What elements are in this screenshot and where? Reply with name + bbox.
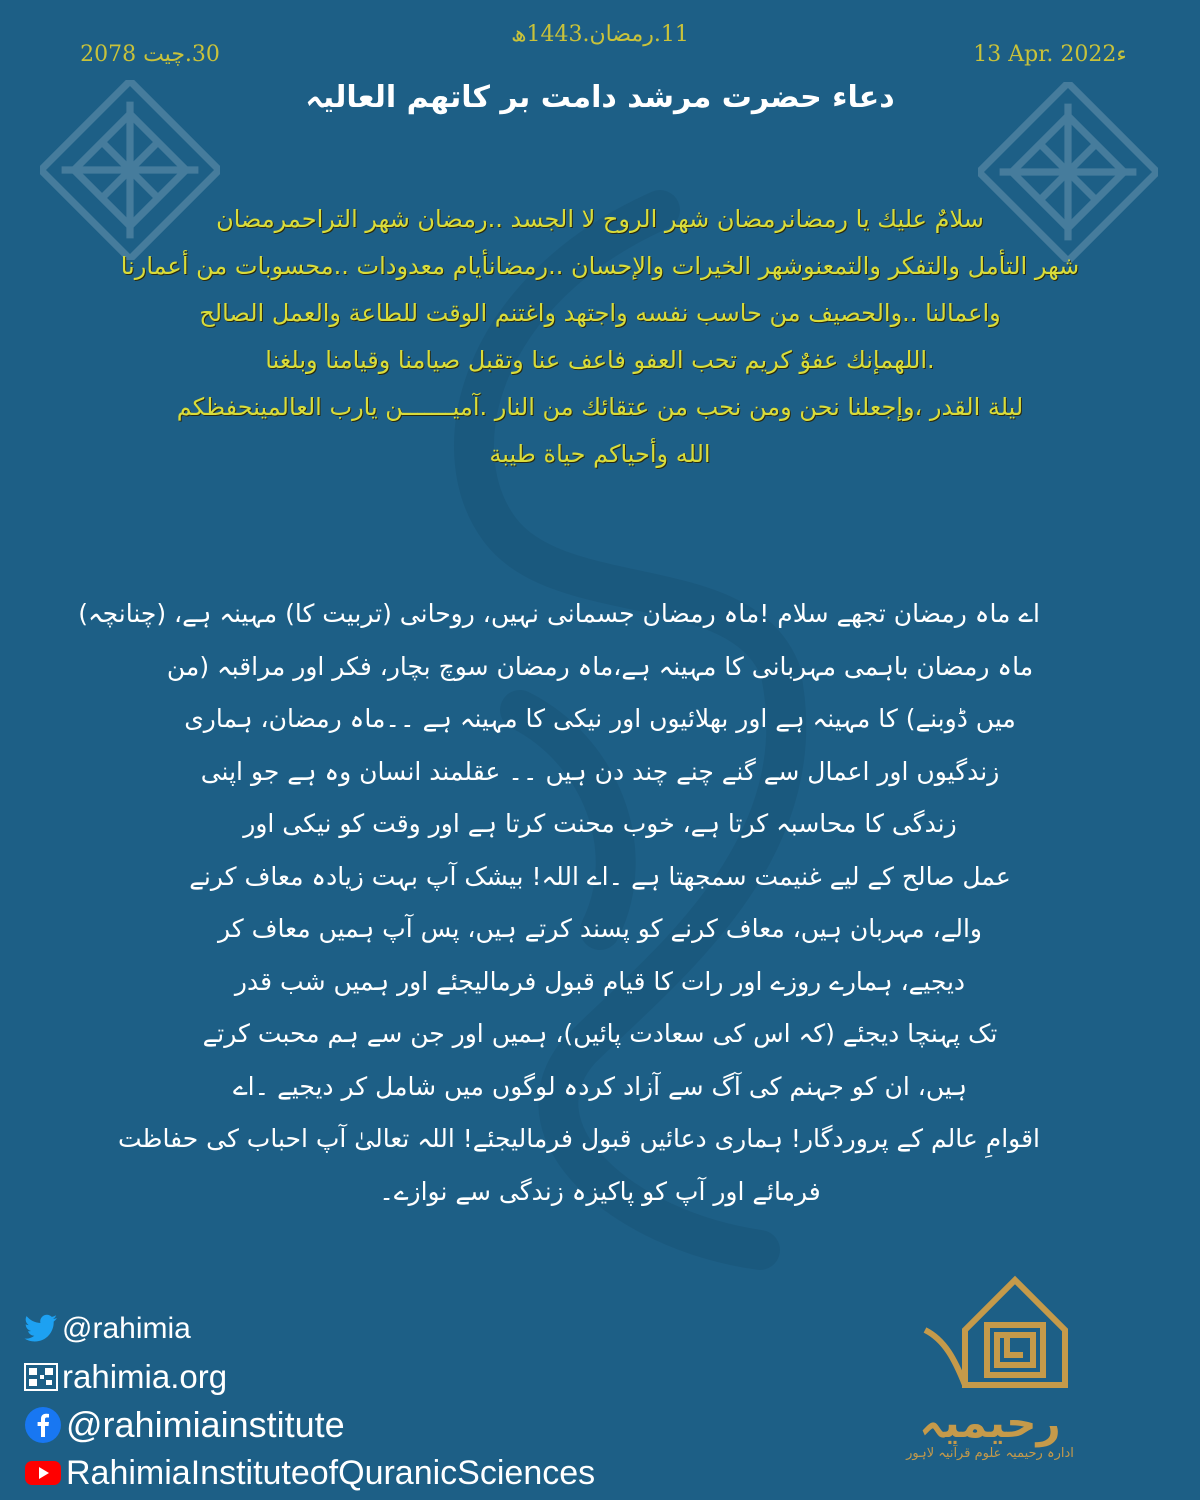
urdu-line: زندگیوں اور اعمال سے گنے چنے چند دن ہیں ۔۔ عقلمند انسان وہ ہے جو اپنی: [200, 756, 1000, 786]
bikrami-date: 30.چیت 2078: [80, 42, 220, 67]
urdu-line: والے، مہربان ہیں، معاف کرنے کو پسند کرتے ہیں، پس آپ ہمیں معاف کر: [217, 914, 982, 943]
arabic-line: سلامٌ عليك يا رمضانرمضان شهر الروح لا الجسد ..رمضان شهر التراحمرمضان: [216, 205, 984, 233]
twitter-handle: @rahimia: [62, 1312, 191, 1345]
urdu-line: تک پہنچا دیجئے (کہ اس کی سعادت پائیں)، ہمیں اور جن سے ہم محبت کرتے: [202, 1019, 998, 1048]
arabic-line: الله وأحياكم حياة طيبة: [489, 440, 711, 468]
urdu-translation: [78, 588, 1040, 1218]
urdu-line: میں ڈوبنے) کا مہینہ ہے اور بھلائیوں اور نیکی کا مہینہ ہے ۔۔ماہ رمضان، ہماری: [184, 704, 1016, 733]
gregorian-date: 13 Apr. 2022ء: [973, 42, 1127, 67]
urdu-line: دیجیے، ہمارے روزے اور رات کا قیام قبول فرمالیجئے اور ہمیں شب قدر: [234, 966, 966, 996]
youtube-icon: [24, 1459, 62, 1487]
arabic-line: ليلة القدر ،وإجعلنا نحن ومن نحب من عتقائك من النار .آميـــــــن يارب العالمينحفظكم: [176, 393, 1024, 421]
page-title: دعاء حضرت مرشد دامت بر کاتھم العالیہ: [305, 80, 895, 115]
urdu-line: ہیں، ان کو جہنم کی آگ سے آزاد کردہ لوگوں میں شامل کر دیجیے ۔اے: [232, 1071, 968, 1101]
twitter-icon: [24, 1314, 58, 1344]
urdu-line: فرمائے اور آپ کو پاکیزہ زندگی سے نوازے۔: [379, 1176, 821, 1206]
website-url: rahimia.org: [62, 1358, 228, 1395]
facebook-link[interactable]: [24, 1401, 724, 1449]
website-link[interactable]: [24, 1353, 724, 1401]
youtube-channel: RahimiaInstituteofQuranicSciences: [66, 1453, 596, 1492]
urdu-line: ماہ رمضان باہمی مہربانی کا مہینہ ہے،ماہ رمضان سوچ بچار، فکر اور مراقبہ (من: [166, 651, 1034, 681]
arabic-line: .اللهمإنك عفوٌ كريم تحب العفو فاعف عنا وتقبل صيامنا وقيامنا وبلغنا: [265, 346, 935, 374]
facebook-handle: @rahimiainstitute: [66, 1404, 345, 1445]
youtube-link[interactable]: [24, 1449, 724, 1497]
social-links: [24, 1305, 724, 1497]
logo-name: رحیمیہ: [919, 1398, 1061, 1447]
urdu-line: عمل صالح کے لیے غنیمت سمجھتا ہے ۔اے اللہ! بیشک آپ بہت زیادہ معاف کرنے: [189, 861, 1011, 891]
arabic-line: شهر التأمل والتفكر والتمعنوشهر الخيرات والإحسان ..رمضانأيام معدودات ..محسوبات من أعمارنا: [120, 252, 1080, 280]
hijri-date: 11.رمضان.1443ھ: [511, 22, 689, 47]
urdu-line: اقوامِ عالم کے پروردگار! ہماری دعائیں قبول فرمالیجئے! اللہ تعالیٰ آپ احباب کی حفاظت: [118, 1124, 1040, 1153]
urdu-line: اے ماہ رمضان تجھے سلام !ماہ رمضان جسمانی نہیں، روحانی (تربیت کا) مہینہ ہے، (چنانچہ): [78, 599, 1040, 628]
facebook-icon: [24, 1406, 62, 1444]
arabic-line: واعمالنا ..والحصيف من حاسب نفسه واجتهد واغتنم الوقت للطاعة والعمل الصالح: [199, 299, 1001, 327]
urdu-line: زندگی کا محاسبہ کرتا ہے، خوب محنت کرتا ہے اور وقت کو نیکی اور: [243, 809, 957, 838]
arabic-dua: [80, 196, 1120, 478]
qr-code-icon: [24, 1363, 58, 1391]
logo-subtitle: ادارہ رحیمیہ علوم قرآنیہ لاہور: [906, 1446, 1074, 1461]
twitter-link[interactable]: [24, 1305, 724, 1353]
